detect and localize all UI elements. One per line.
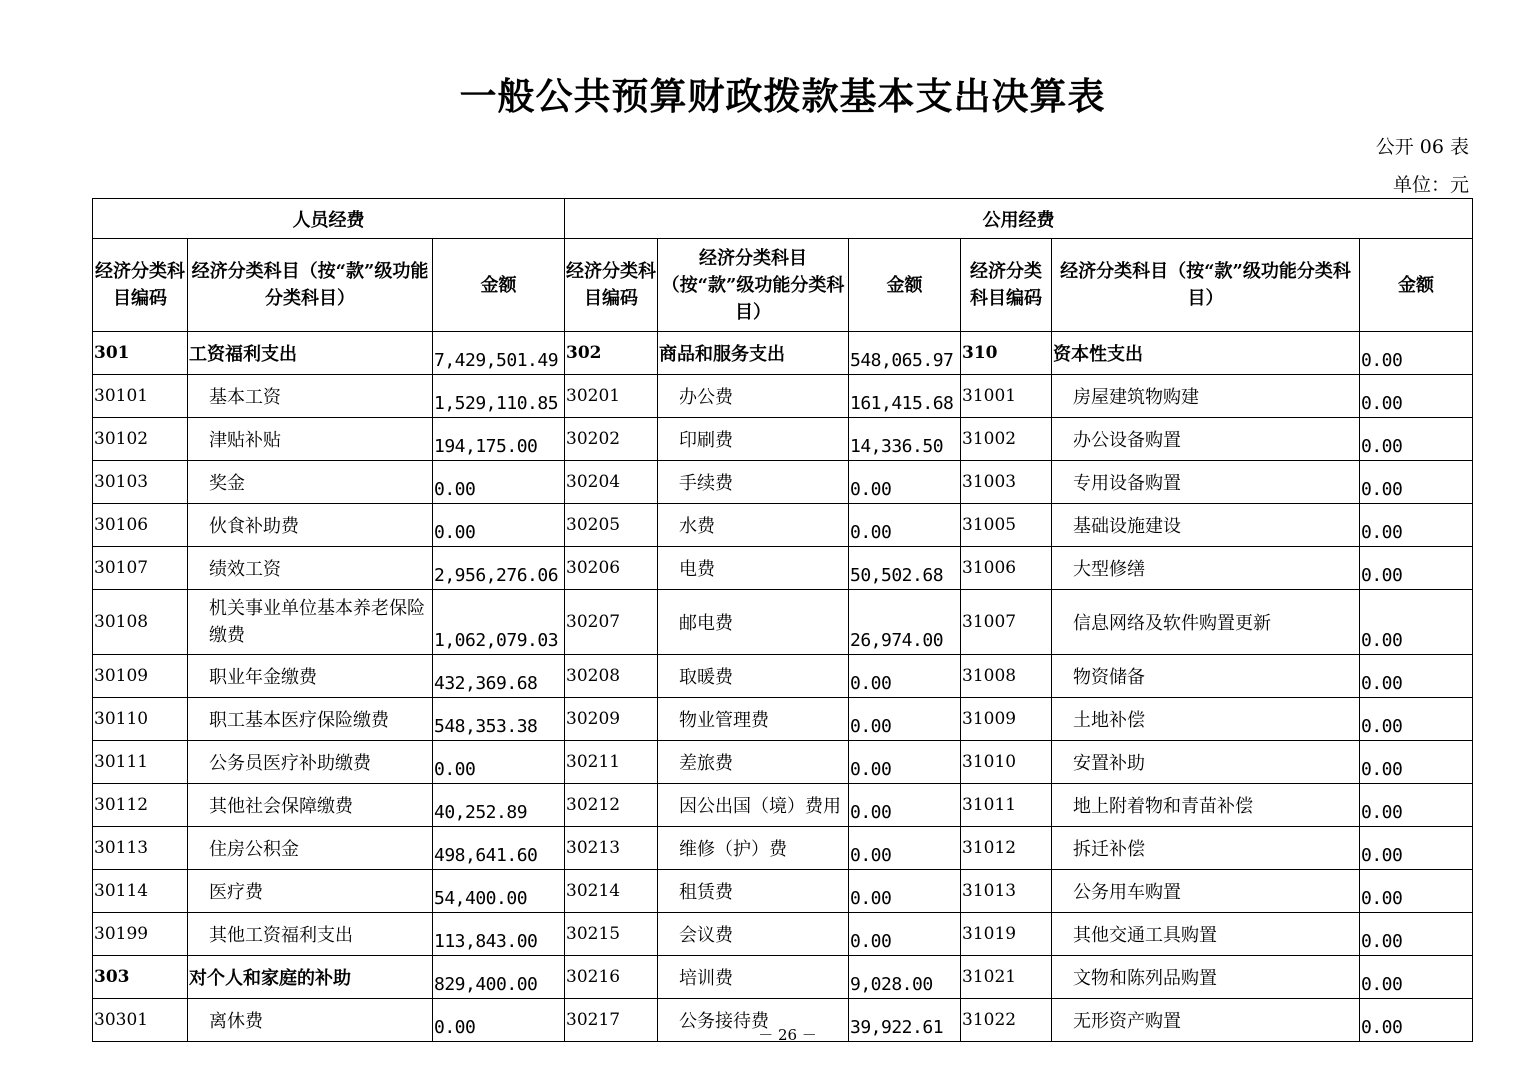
item-name: 离休费 (188, 999, 433, 1042)
budget-table (92, 198, 1473, 1042)
item-code: 301 (93, 332, 188, 375)
item-amount: 0.00 (1360, 741, 1473, 784)
item-name: 大型修缮 (1052, 547, 1360, 590)
page-title: 一般公共预算财政拨款基本支出决算表 (459, 74, 1106, 118)
table-row (93, 461, 1473, 504)
item-code: 31009 (961, 698, 1052, 741)
item-code: 30213 (565, 827, 658, 870)
item-name: 医疗费 (188, 870, 433, 913)
item-name: 会议费 (658, 913, 849, 956)
item-name: 职业年金缴费 (188, 655, 433, 698)
item-name: 住房公积金 (188, 827, 433, 870)
item-amount: 0.00 (849, 784, 961, 827)
item-name: 房屋建筑物购建 (1052, 375, 1360, 418)
item-name: 工资福利支出 (188, 332, 433, 375)
item-name: 信息网络及软件购置更新 (1052, 590, 1360, 655)
item-amount: 0.00 (433, 504, 565, 547)
item-amount: 0.00 (1360, 547, 1473, 590)
item-code: 30206 (565, 547, 658, 590)
item-code: 31001 (961, 375, 1052, 418)
group-header-public: 公用经费 (565, 199, 1473, 239)
table-row (93, 741, 1473, 784)
item-code: 30217 (565, 999, 658, 1042)
item-name: 公务接待费 (658, 999, 849, 1042)
item-code: 30301 (93, 999, 188, 1042)
table-row (93, 590, 1473, 655)
header-amount: 金额 (433, 239, 565, 332)
item-code: 30112 (93, 784, 188, 827)
item-code: 30211 (565, 741, 658, 784)
item-code: 30101 (93, 375, 188, 418)
item-name: 土地补偿 (1052, 698, 1360, 741)
item-code: 31002 (961, 418, 1052, 461)
item-amount: 1,529,110.85 (433, 375, 565, 418)
item-amount: 829,400.00 (433, 956, 565, 999)
item-name: 办公设备购置 (1052, 418, 1360, 461)
item-name: 文物和陈列品购置 (1052, 956, 1360, 999)
item-amount: 0.00 (1360, 913, 1473, 956)
item-name: 商品和服务支出 (658, 332, 849, 375)
item-name: 租赁费 (658, 870, 849, 913)
item-code: 31006 (961, 547, 1052, 590)
table-row (93, 504, 1473, 547)
item-code: 31007 (961, 590, 1052, 655)
item-code: 31019 (961, 913, 1052, 956)
item-code: 31011 (961, 784, 1052, 827)
item-code: 31005 (961, 504, 1052, 547)
item-name: 基础设施建设 (1052, 504, 1360, 547)
item-amount: 0.00 (849, 870, 961, 913)
item-amount: 0.00 (849, 827, 961, 870)
item-amount: 0.00 (849, 655, 961, 698)
header-name: 经济分类科目（按“款”级功能分类科目） (1052, 239, 1360, 332)
item-name: 电费 (658, 547, 849, 590)
item-name: 职工基本医疗保险缴费 (188, 698, 433, 741)
group-header-personnel: 人员经费 (93, 199, 565, 239)
form-number: 公开 06 表 (1375, 136, 1469, 158)
item-amount: 14,336.50 (849, 418, 961, 461)
column-header-row (93, 239, 1473, 332)
item-name: 专用设备购置 (1052, 461, 1360, 504)
table-row (93, 784, 1473, 827)
item-amount: 498,641.60 (433, 827, 565, 870)
item-amount: 0.00 (849, 504, 961, 547)
item-amount: 0.00 (849, 913, 961, 956)
item-name: 培训费 (658, 956, 849, 999)
item-amount: 194,175.00 (433, 418, 565, 461)
item-name: 绩效工资 (188, 547, 433, 590)
item-code: 30214 (565, 870, 658, 913)
item-amount: 0.00 (1360, 504, 1473, 547)
header-code: 经济分类科目编码 (961, 239, 1052, 332)
item-amount: 548,353.38 (433, 698, 565, 741)
table-row (93, 655, 1473, 698)
item-amount: 50,502.68 (849, 547, 961, 590)
item-code: 30113 (93, 827, 188, 870)
table-row (93, 870, 1473, 913)
item-amount: 0.00 (1360, 698, 1473, 741)
item-name: 维修（护）费 (658, 827, 849, 870)
item-code: 30207 (565, 590, 658, 655)
item-name: 办公费 (658, 375, 849, 418)
item-code: 30199 (93, 913, 188, 956)
item-amount: 2,956,276.06 (433, 547, 565, 590)
item-code: 31010 (961, 741, 1052, 784)
item-amount: 0.00 (433, 741, 565, 784)
item-name: 机关事业单位基本养老保险缴费 (188, 590, 433, 655)
item-amount: 39,922.61 (849, 999, 961, 1042)
item-code: 30102 (93, 418, 188, 461)
item-amount: 0.00 (433, 461, 565, 504)
item-code: 31008 (961, 655, 1052, 698)
item-amount: 0.00 (1360, 418, 1473, 461)
item-amount: 0.00 (1360, 870, 1473, 913)
item-amount: 0.00 (1360, 784, 1473, 827)
item-code: 30109 (93, 655, 188, 698)
item-code: 30107 (93, 547, 188, 590)
item-code: 30110 (93, 698, 188, 741)
item-name: 印刷费 (658, 418, 849, 461)
item-name: 奖金 (188, 461, 433, 504)
header-code: 经济分类科目编码 (565, 239, 658, 332)
item-amount: 0.00 (849, 698, 961, 741)
item-amount: 0.00 (1360, 827, 1473, 870)
item-amount: 0.00 (1360, 999, 1473, 1042)
item-amount: 0.00 (1360, 375, 1473, 418)
item-code: 31021 (961, 956, 1052, 999)
table-row (93, 956, 1473, 999)
item-code: 310 (961, 332, 1052, 375)
item-name: 基本工资 (188, 375, 433, 418)
item-code: 30111 (93, 741, 188, 784)
header-code: 经济分类科目编码 (93, 239, 188, 332)
page-number: － 26 － (758, 1026, 817, 1044)
item-amount: 40,252.89 (433, 784, 565, 827)
item-amount: 0.00 (1360, 655, 1473, 698)
item-code: 30205 (565, 504, 658, 547)
item-name: 资本性支出 (1052, 332, 1360, 375)
item-name: 地上附着物和青苗补偿 (1052, 784, 1360, 827)
table-row (93, 913, 1473, 956)
item-name: 取暖费 (658, 655, 849, 698)
item-amount: 548,065.97 (849, 332, 961, 375)
item-amount: 54,400.00 (433, 870, 565, 913)
header-amount: 金额 (1360, 239, 1473, 332)
item-code: 30212 (565, 784, 658, 827)
item-name: 公务用车购置 (1052, 870, 1360, 913)
item-amount: 0.00 (1360, 590, 1473, 655)
item-code: 30114 (93, 870, 188, 913)
item-code: 30202 (565, 418, 658, 461)
item-amount: 113,843.00 (433, 913, 565, 956)
item-code: 30209 (565, 698, 658, 741)
item-code: 31022 (961, 999, 1052, 1042)
table-row (93, 418, 1473, 461)
item-name: 津贴补贴 (188, 418, 433, 461)
item-amount: 0.00 (849, 741, 961, 784)
item-amount: 7,429,501.49 (433, 332, 565, 375)
table-row (93, 698, 1473, 741)
item-name: 其他工资福利支出 (188, 913, 433, 956)
table-row (93, 547, 1473, 590)
item-amount: 432,369.68 (433, 655, 565, 698)
item-name: 物业管理费 (658, 698, 849, 741)
item-name: 差旅费 (658, 741, 849, 784)
item-code: 30103 (93, 461, 188, 504)
item-code: 303 (93, 956, 188, 999)
group-header-row (93, 199, 1473, 239)
item-amount: 1,062,079.03 (433, 590, 565, 655)
item-code: 30216 (565, 956, 658, 999)
table-row (93, 332, 1473, 375)
item-code: 31012 (961, 827, 1052, 870)
item-amount: 0.00 (1360, 956, 1473, 999)
item-name: 拆迁补偿 (1052, 827, 1360, 870)
header-amount: 金额 (849, 239, 961, 332)
item-code: 30204 (565, 461, 658, 504)
item-name: 伙食补助费 (188, 504, 433, 547)
item-amount: 0.00 (1360, 461, 1473, 504)
item-amount: 0.00 (1360, 332, 1473, 375)
item-amount: 0.00 (849, 461, 961, 504)
item-code: 30215 (565, 913, 658, 956)
item-name: 因公出国（境）费用 (658, 784, 849, 827)
item-name: 邮电费 (658, 590, 849, 655)
item-name: 其他交通工具购置 (1052, 913, 1360, 956)
item-amount: 26,974.00 (849, 590, 961, 655)
header-name: 经济分类科目（按“款”级功能分类科目） (658, 239, 849, 332)
item-name: 对个人和家庭的补助 (188, 956, 433, 999)
item-name: 手续费 (658, 461, 849, 504)
item-amount: 0.00 (433, 999, 565, 1042)
item-name: 水费 (658, 504, 849, 547)
item-code: 30106 (93, 504, 188, 547)
item-name: 其他社会保障缴费 (188, 784, 433, 827)
item-code: 31003 (961, 461, 1052, 504)
table-row (93, 827, 1473, 870)
item-code: 31013 (961, 870, 1052, 913)
unit-label: 单位：元 (1392, 174, 1469, 196)
item-name: 安置补助 (1052, 741, 1360, 784)
item-code: 302 (565, 332, 658, 375)
item-code: 30108 (93, 590, 188, 655)
item-name: 物资储备 (1052, 655, 1360, 698)
item-code: 30201 (565, 375, 658, 418)
item-amount: 9,028.00 (849, 956, 961, 999)
table-row (93, 375, 1473, 418)
header-name: 经济分类科目（按“款”级功能分类科目） (188, 239, 433, 332)
item-name: 无形资产购置 (1052, 999, 1360, 1042)
item-name: 公务员医疗补助缴费 (188, 741, 433, 784)
item-amount: 161,415.68 (849, 375, 961, 418)
item-code: 30208 (565, 655, 658, 698)
